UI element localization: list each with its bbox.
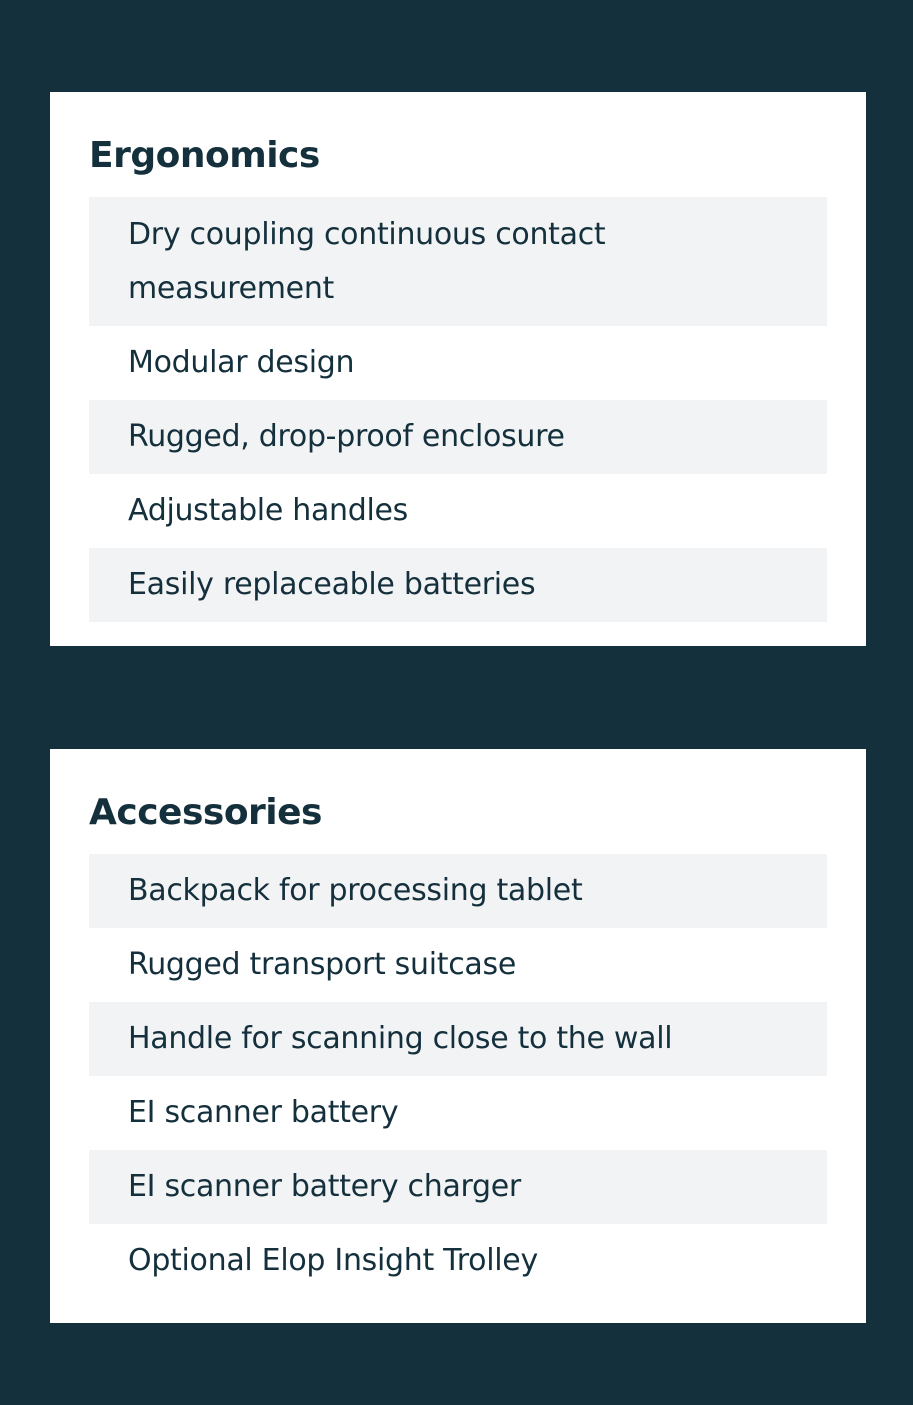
list-item xyxy=(89,197,827,326)
ergonomics-card xyxy=(50,92,866,646)
list-item: Easily replaceable batteries xyxy=(89,548,827,622)
list-item: Rugged, drop-proof enclosure xyxy=(89,400,827,474)
list-item: Optional Elop Insight Trolley xyxy=(128,1243,538,1278)
list-item: Rugged transport suitcase xyxy=(128,947,516,982)
list-item: Adjustable handles xyxy=(128,493,409,528)
list-item: EI scanner battery charger xyxy=(89,1150,827,1224)
feature-list xyxy=(89,854,827,1298)
list-item: Modular design xyxy=(128,345,355,380)
section-title: Ergonomics xyxy=(89,135,320,176)
list-item: Handle for scanning close to the wall xyxy=(89,1002,827,1076)
list-item: EI scanner battery xyxy=(128,1095,399,1130)
list-item-label: Dry coupling continuous contact measurement xyxy=(128,216,606,306)
section-title: Accessories xyxy=(89,792,322,833)
list-item: Backpack for processing tablet xyxy=(89,854,827,928)
feature-list xyxy=(89,197,827,622)
accessories-card xyxy=(50,749,866,1323)
